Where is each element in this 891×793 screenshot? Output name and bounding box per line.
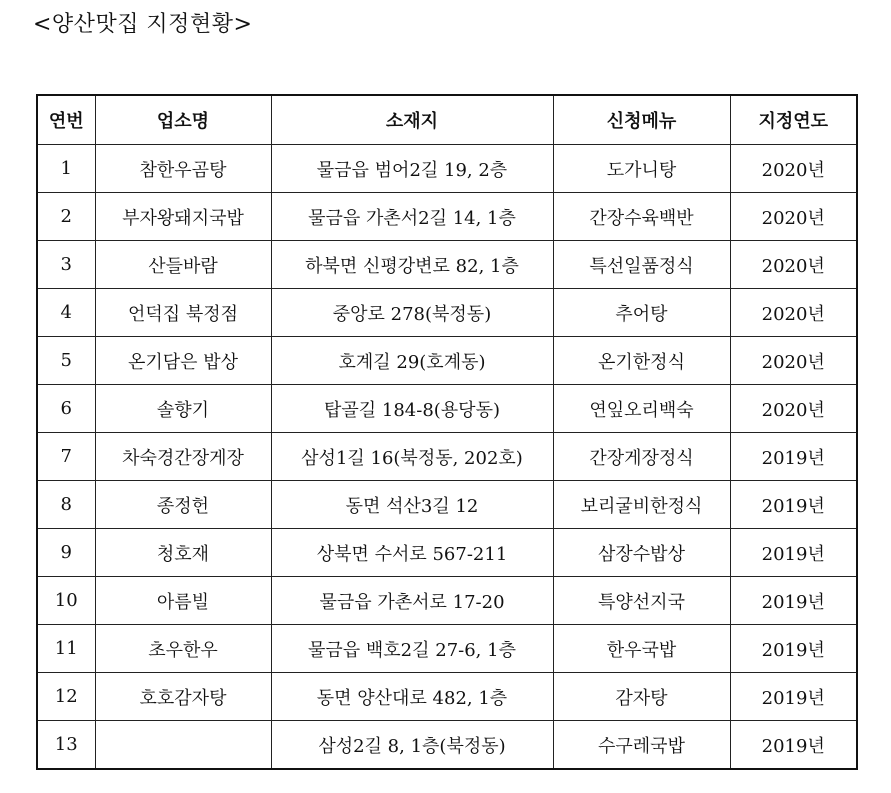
cell-business-name: 솔향기 [95,385,271,433]
cell-business-name [95,721,271,770]
cell-menu: 간장게장정식 [553,433,730,481]
cell-business-name: 언덕집 북정점 [95,289,271,337]
cell-address: 상북면 수서로 567-211 [271,529,553,577]
cell-number: 10 [37,577,95,625]
table-row [37,145,857,193]
table-row [37,673,857,721]
cell-year: 2020년 [730,241,857,289]
cell-menu: 삼장수밥상 [553,529,730,577]
cell-year: 2019년 [730,673,857,721]
cell-business-name: 초우한우 [95,625,271,673]
cell-menu: 간장수육백반 [553,193,730,241]
cell-number: 2 [37,193,95,241]
header-menu: 신청메뉴 [553,95,730,145]
cell-number: 5 [37,337,95,385]
header-address: 소재지 [271,95,553,145]
cell-number: 11 [37,625,95,673]
cell-business-name: 아름빌 [95,577,271,625]
restaurant-designation-table [36,94,858,770]
cell-year: 2019년 [730,577,857,625]
table-row [37,529,857,577]
cell-address: 동면 양산대로 482, 1층 [271,673,553,721]
cell-address: 삼성1길 16(북정동, 202호) [271,433,553,481]
cell-address: 호계길 29(호계동) [271,337,553,385]
cell-menu: 감자탕 [553,673,730,721]
cell-menu: 수구레국밥 [553,721,730,770]
table-row [37,241,857,289]
cell-year: 2020년 [730,337,857,385]
cell-address: 물금읍 백호2길 27-6, 1층 [271,625,553,673]
table-row [37,337,857,385]
cell-year: 2020년 [730,145,857,193]
cell-business-name: 청호재 [95,529,271,577]
cell-year: 2019년 [730,625,857,673]
cell-year: 2019년 [730,433,857,481]
cell-year: 2020년 [730,193,857,241]
cell-business-name: 차숙경간장게장 [95,433,271,481]
cell-business-name: 호호감자탕 [95,673,271,721]
table-row [37,577,857,625]
table-body [37,145,857,770]
cell-address: 물금읍 가촌서2길 14, 1층 [271,193,553,241]
table-row [37,385,857,433]
cell-number: 3 [37,241,95,289]
table-row [37,289,857,337]
cell-number: 9 [37,529,95,577]
cell-menu: 추어탕 [553,289,730,337]
cell-menu: 특양선지국 [553,577,730,625]
cell-menu: 보리굴비한정식 [553,481,730,529]
cell-business-name: 참한우곰탕 [95,145,271,193]
cell-number: 4 [37,289,95,337]
cell-year: 2020년 [730,385,857,433]
cell-address: 물금읍 가촌서로 17-20 [271,577,553,625]
cell-business-name: 종정헌 [95,481,271,529]
table-row [37,625,857,673]
cell-address: 물금읍 범어2길 19, 2층 [271,145,553,193]
cell-menu: 연잎오리백숙 [553,385,730,433]
cell-number: 6 [37,385,95,433]
cell-number: 1 [37,145,95,193]
cell-year: 2019년 [730,481,857,529]
header-designation-year: 지정연도 [730,95,857,145]
cell-business-name: 부자왕돼지국밥 [95,193,271,241]
cell-year: 2019년 [730,721,857,770]
cell-menu: 도가니탕 [553,145,730,193]
cell-address: 하북면 신평강변로 82, 1층 [271,241,553,289]
cell-menu: 온기한정식 [553,337,730,385]
cell-number: 7 [37,433,95,481]
cell-address: 탑골길 184-8(용당동) [271,385,553,433]
table-row [37,721,857,770]
cell-number: 8 [37,481,95,529]
cell-business-name: 온기담은 밥상 [95,337,271,385]
cell-year: 2020년 [730,289,857,337]
table-row [37,193,857,241]
cell-menu: 한우국밥 [553,625,730,673]
cell-business-name: 산들바람 [95,241,271,289]
header-number: 연번 [37,95,95,145]
cell-address: 동면 석산3길 12 [271,481,553,529]
header-business-name: 업소명 [95,95,271,145]
cell-address: 삼성2길 8, 1층(북정동) [271,721,553,770]
cell-menu: 특선일품정식 [553,241,730,289]
table-row [37,481,857,529]
cell-number: 12 [37,673,95,721]
table-row [37,433,857,481]
table-header-row [37,95,857,145]
cell-year: 2019년 [730,529,857,577]
cell-address: 중앙로 278(북정동) [271,289,553,337]
document-title: <양산맛집 지정현황> [33,12,253,37]
cell-number: 13 [37,721,95,770]
